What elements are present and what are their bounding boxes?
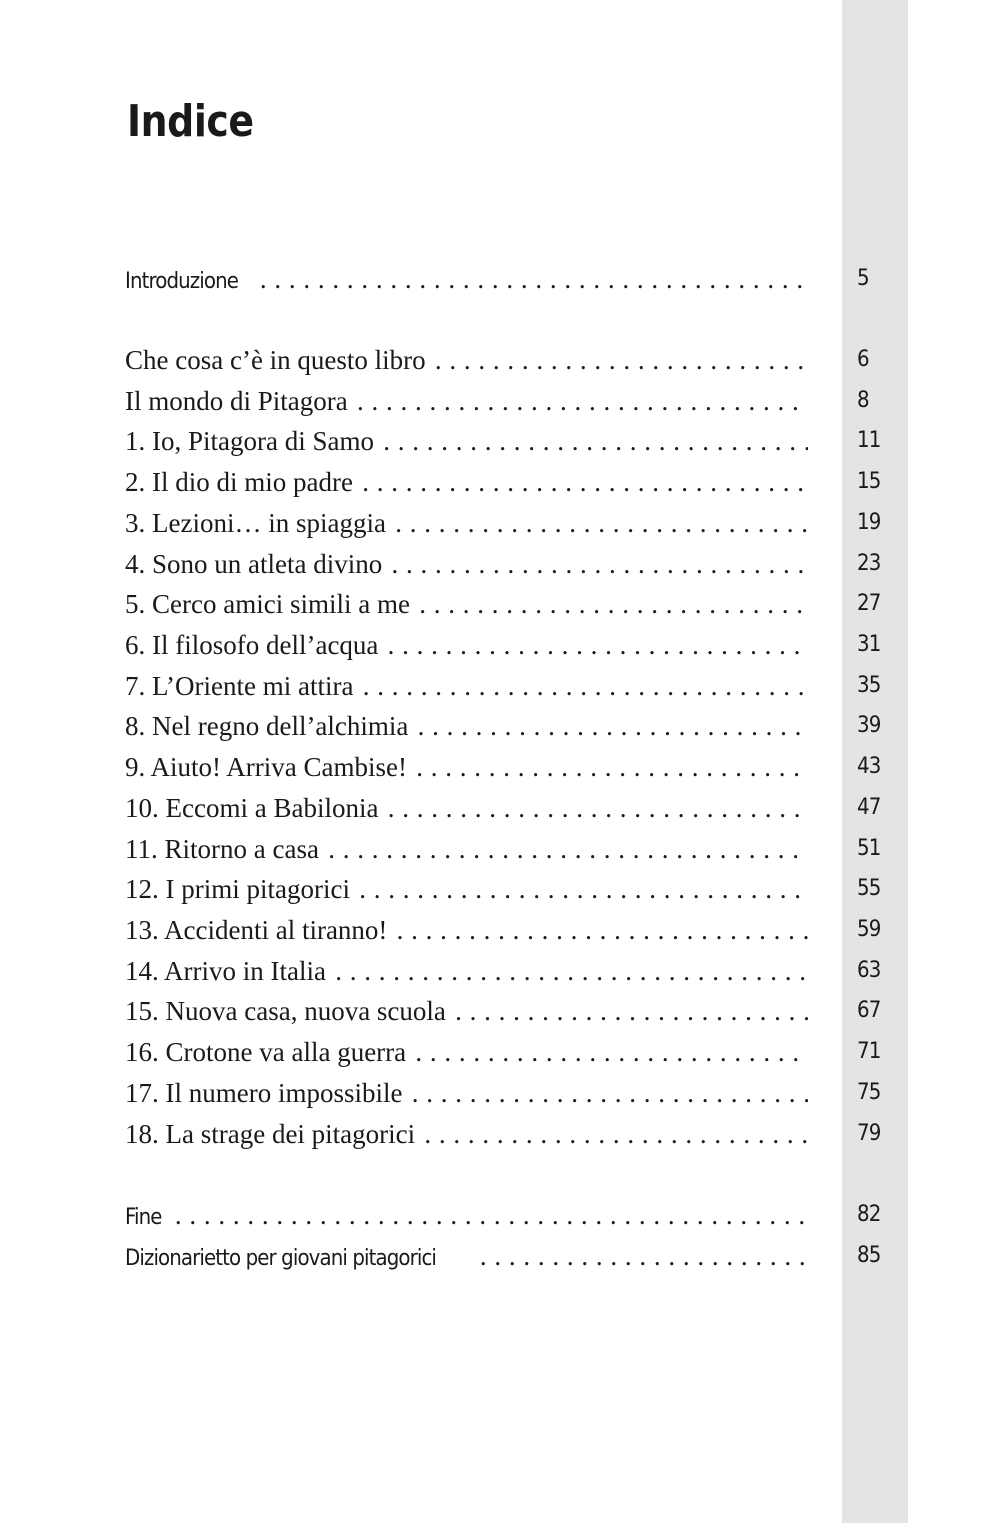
toc-entry-page: 79 xyxy=(857,1121,881,1146)
toc-leader xyxy=(125,872,808,906)
toc-leader xyxy=(125,262,808,296)
toc-entry[interactable] xyxy=(125,669,885,703)
toc-leader xyxy=(125,669,808,703)
toc-entry[interactable] xyxy=(125,709,885,743)
toc-entry-label: 6. Il filosofo dell’acqua xyxy=(125,630,379,660)
toc-entry-page: 82 xyxy=(857,1202,881,1227)
toc-entry-label: Fine xyxy=(125,1201,163,1232)
toc-entry-label: 4. Sono un atleta divino xyxy=(125,549,383,579)
toc-entry-page: 19 xyxy=(857,510,881,535)
toc-entry-page: 5 xyxy=(857,266,869,291)
toc-entry-page: 55 xyxy=(857,876,881,901)
toc-entry-label: 8. Nel regno dell’alchimia xyxy=(125,711,409,741)
toc-leader xyxy=(125,424,808,458)
toc-entry[interactable] xyxy=(125,506,885,540)
toc-entry-label: 10. Eccomi a Babilonia xyxy=(125,793,379,823)
toc-entry-label: 16. Crotone va alla guerra xyxy=(125,1037,407,1067)
toc-leader xyxy=(125,343,808,377)
toc-leader xyxy=(125,465,808,499)
toc-entry-page: 31 xyxy=(857,632,881,657)
toc-entry[interactable] xyxy=(125,547,885,581)
toc-leader xyxy=(125,913,808,947)
toc-entry[interactable] xyxy=(125,954,885,988)
toc-leader xyxy=(125,384,808,418)
toc-leader xyxy=(125,1198,808,1232)
toc-leader xyxy=(125,628,808,662)
toc-entry-page: 39 xyxy=(857,713,881,738)
toc-entry[interactable] xyxy=(125,913,885,947)
toc-entry-label: 11. Ritorno a casa xyxy=(125,834,319,864)
toc-entry-dizionarietto[interactable] xyxy=(125,1239,885,1273)
toc-leader xyxy=(125,832,808,866)
toc-entry-page: 35 xyxy=(857,673,881,698)
toc-entry-label: 12. I primi pitagorici xyxy=(125,874,350,904)
toc-entry-label: 14. Arrivo in Italia xyxy=(125,956,326,986)
toc-entry-page: 23 xyxy=(857,551,881,576)
toc-entry[interactable] xyxy=(125,1117,885,1151)
toc-entry-label: 9. Aiuto! Arriva Cambise! xyxy=(125,752,407,782)
toc-entry[interactable] xyxy=(125,872,885,906)
toc-entry[interactable] xyxy=(125,750,885,784)
toc-entry[interactable] xyxy=(125,1076,885,1110)
toc-leader xyxy=(125,1035,808,1069)
toc-leader xyxy=(125,506,808,540)
toc-entry[interactable] xyxy=(125,587,885,621)
toc-entry-label: 2. Il dio di mio padre xyxy=(125,467,353,497)
toc-leader xyxy=(125,587,808,621)
toc-entry-page: 51 xyxy=(857,836,881,861)
toc-entry-label: Dizionarietto per giovani pitagorici xyxy=(125,1242,438,1273)
toc-entry-label: 17. Il numero impossibile xyxy=(125,1078,403,1108)
toc-entry-page: 43 xyxy=(857,754,881,779)
toc-entry-label: 18. La strage dei pitagorici xyxy=(125,1119,416,1149)
toc-entry-page: 15 xyxy=(857,469,881,494)
toc-entry[interactable] xyxy=(125,343,885,377)
toc-entry-label: 15. Nuova casa, nuova scuola xyxy=(125,996,446,1026)
toc-leader xyxy=(125,1117,808,1151)
toc-entry-page: 71 xyxy=(857,1039,881,1064)
toc-entry-label: 7. L’Oriente mi attira xyxy=(125,671,354,701)
toc-entry-fine[interactable] xyxy=(125,1198,885,1232)
toc-entry-introduzione[interactable] xyxy=(125,262,885,296)
toc-entry-page: 8 xyxy=(857,388,869,413)
toc-entry-label: 3. Lezioni… in spiaggia xyxy=(125,508,386,538)
toc-entry[interactable] xyxy=(125,832,885,866)
toc-entry[interactable] xyxy=(125,994,885,1028)
toc-entry[interactable] xyxy=(125,465,885,499)
toc-entry-label: 5. Cerco amici simili a me xyxy=(125,589,410,619)
toc-entry-page: 63 xyxy=(857,958,881,983)
toc-entry-label: 13. Accidenti al tiranno! xyxy=(125,915,388,945)
toc-entry-page: 6 xyxy=(857,347,869,372)
toc-entry-label: Che cosa c’è in questo libro xyxy=(125,345,426,375)
toc-entry-page: 27 xyxy=(857,591,881,616)
toc-entry-page: 85 xyxy=(857,1243,881,1268)
toc-entry-page: 59 xyxy=(857,917,881,942)
toc-leader xyxy=(125,954,808,988)
toc-leader xyxy=(125,994,808,1028)
toc-entry[interactable] xyxy=(125,628,885,662)
toc-leader xyxy=(125,791,808,825)
toc-entry-label: Il mondo di Pitagora xyxy=(125,386,348,416)
toc-entry-page: 47 xyxy=(857,795,881,820)
toc-entry[interactable] xyxy=(125,791,885,825)
toc-leader xyxy=(125,750,808,784)
toc-leader xyxy=(125,1076,808,1110)
toc-leader xyxy=(125,709,808,743)
toc-entry-page: 67 xyxy=(857,998,881,1023)
toc-entry[interactable] xyxy=(125,1035,885,1069)
toc-leader xyxy=(125,547,808,581)
toc-entry-label: Introduzione xyxy=(125,265,240,296)
toc-entry-label: 1. Io, Pitagora di Samo xyxy=(125,426,374,456)
toc-entry[interactable] xyxy=(125,424,885,458)
toc-entry-page: 75 xyxy=(857,1080,881,1105)
page-title: Indice xyxy=(127,96,254,147)
toc-entry[interactable] xyxy=(125,384,885,418)
toc-leader xyxy=(125,1239,808,1273)
toc-entry-page: 11 xyxy=(857,428,881,453)
